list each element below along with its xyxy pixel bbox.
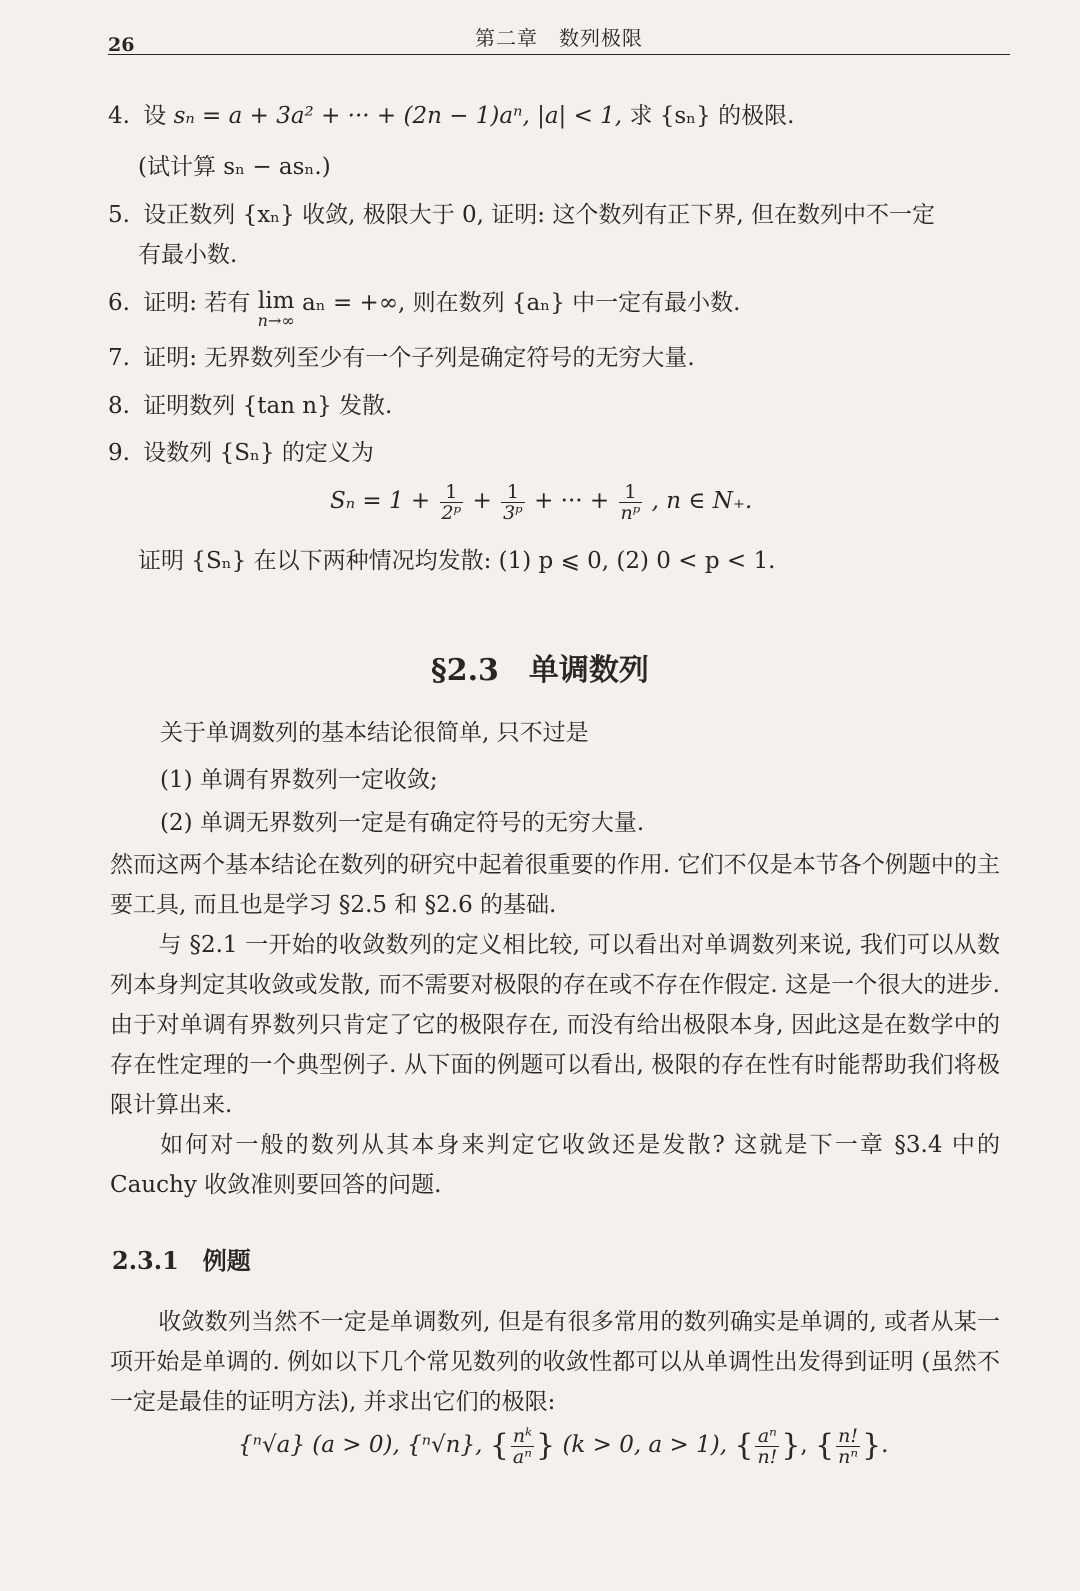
problem-text: 证明: 无界数列至少有一个子列是确定符号的无穷大量. [143, 345, 695, 371]
subsection-paragraph [110, 1302, 1000, 1422]
problem-text: aₙ = +∞, 则在数列 {aₙ} 中一定有最小数. [302, 290, 741, 316]
problem-5 [108, 200, 935, 230]
problem-6 [108, 288, 740, 328]
fraction: $\frac{1}{\text{3ᵖ}}$ [503, 480, 523, 524]
paragraph-2-text: 与 §2.1 一开始的收敛数列的定义相比较, 可以看出对单调数列来说, 我们可以从数列本身判定其收敛或发散, 而不需要对极限的存在或不存在作假定. 这是一个很大的进步. 由于对单调有界数列只肯定了它的极限存在, 而没有给出极限本身, 因此这是在数学中的存在性定理的一个典型例子. 从下面的例题可以看出, 极限的存在性有时能帮助我们将极限计算出来. [110, 932, 1000, 1118]
fraction: $\frac{n!}{\text{nⁿ}}$ [838, 1424, 859, 1468]
problem-4 [108, 101, 794, 131]
problem-8 [108, 391, 392, 421]
problem-number: 5. [108, 202, 130, 228]
limit-operator [258, 288, 295, 328]
subsection-paragraph-text: 收敛数列当然不一定是单调数列, 但是有很多常用的数列确实是单调的, 或者从某一项开始是单调的. 例如以下几个常见数列的收敛性都可以从单调性出发得到证明 (虽然不一定是最佳的证明方法), 并求出它们的极限: [110, 1309, 1000, 1415]
period: . [881, 1432, 889, 1458]
lim-subscript: n→∞ [257, 311, 295, 330]
formula-part: (k > 0, a > 1), [562, 1432, 728, 1458]
fraction: $\frac{\text{aⁿ}}{n!}$ [757, 1424, 778, 1468]
problem-text: 设 [143, 103, 167, 129]
paragraph-1: 然而这两个基本结论在数列的研究中起着很重要的作用. 它们不仅是本节各个例题中的主要工具, 而且也是学习 §2.5 和 §2.6 的基础. [110, 852, 1000, 918]
paragraph-3-text: 如何对一般的数列从其本身来判定它收敛还是发散? 这就是下一章 §3.4 中的 Cauchy 收敛准则要回答的问题. [110, 1132, 1000, 1198]
problem-9-formula [330, 478, 752, 524]
problem-text: 设数列 {Sₙ} 的定义为 [143, 440, 374, 466]
problem-text: 证明数列 {tan n} 发散. [143, 393, 393, 419]
fraction: $\frac{\text{nᵏ}}{\text{aⁿ}}$ [512, 1424, 533, 1468]
problem-number: 7. [108, 345, 130, 371]
running-title: 第二章 数列极限 [475, 26, 643, 50]
problem-4-hint: (试计算 sₙ − asₙ.) [138, 154, 331, 180]
page-number: 26 [108, 34, 135, 56]
problem-number: 4. [108, 103, 130, 129]
section-intro: 关于单调数列的基本结论很简单, 只不过是 [160, 720, 589, 746]
brace-open: { [489, 1428, 509, 1463]
fraction: $\frac{1}{\text{nᵖ}}$ [620, 480, 641, 524]
formula-part: {ⁿ√a} (a > 0), {ⁿ√n}, [238, 1432, 483, 1458]
problem-9-conclusion: 证明 {Sₙ} 在以下两种情况均发散: (1) p ⩽ 0, (2) 0 < p < 1. [138, 548, 776, 574]
section-title: §2.3 单调数列 [431, 653, 649, 688]
formula-lhs: Sₙ = 1 + [330, 488, 431, 514]
plus-sign: + [472, 488, 492, 514]
problem-9 [108, 438, 374, 468]
brace-close: } [862, 1428, 882, 1463]
conclusion-item-2: (2) 单调无界数列一定是有确定符号的无穷大量. [160, 810, 645, 836]
brace-close: } [536, 1428, 556, 1463]
problem-formula: sₙ = a + 3a² + ··· + (2n − 1)aⁿ, |a| < 1, [173, 103, 623, 129]
comma: , [800, 1432, 808, 1458]
lim-word: lim [257, 288, 295, 314]
example-sequences-formula [238, 1420, 888, 1471]
subsection-title: 2.3.1 例题 [112, 1246, 251, 1275]
problem-number: 9. [108, 440, 130, 466]
formula-tail: , n ∈ N₊. [651, 488, 753, 514]
problem-text: 求 {sₙ} 的极限. [629, 103, 795, 129]
brace-close: } [781, 1428, 801, 1463]
brace-open: { [815, 1428, 835, 1463]
page-header [108, 14, 1010, 55]
problem-7 [108, 343, 695, 373]
brace-open: { [734, 1428, 754, 1463]
problem-number: 8. [108, 393, 130, 419]
ellipsis-terms: + ··· + [534, 488, 610, 514]
problem-5-cont: 有最小数. [138, 242, 238, 268]
problem-number: 6. [108, 290, 130, 316]
problem-text: 设正数列 {xₙ} 收敛, 极限大于 0, 证明: 这个数列有正下界, 但在数列中不一定 [143, 202, 935, 228]
problem-text: 证明: 若有 [143, 290, 251, 316]
conclusion-item-1: (1) 单调有界数列一定收敛; [160, 767, 438, 793]
fraction: $\frac{1}{\text{2ᵖ}}$ [441, 480, 462, 524]
paragraph-2 [110, 925, 1000, 1125]
paragraph-3 [110, 1125, 1000, 1205]
